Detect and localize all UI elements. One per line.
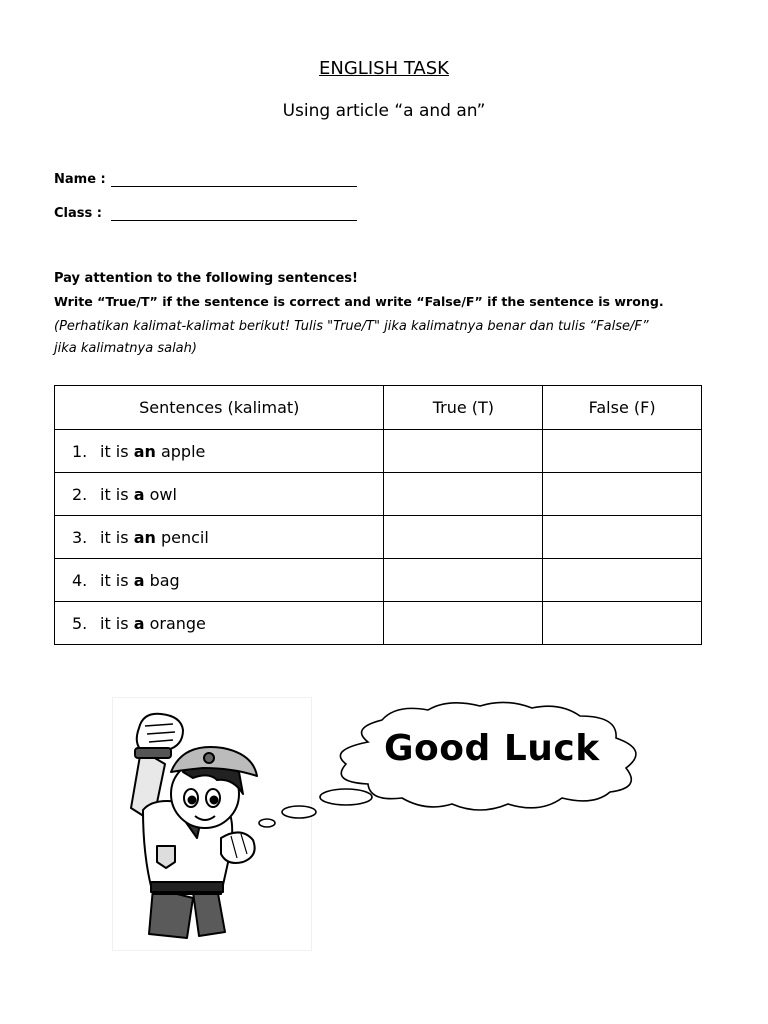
thought-dot-small (259, 819, 275, 827)
false-answer-cell[interactable] (543, 602, 702, 645)
sentence-cell (55, 559, 384, 602)
sentence-noun: apple (160, 441, 206, 461)
instruction-translation (54, 316, 714, 360)
sentence-start: it is (100, 527, 129, 547)
true-answer-cell[interactable] (384, 516, 543, 559)
sentence-cell (55, 516, 384, 559)
false-answer-cell[interactable] (543, 473, 702, 516)
thought-dot-medium (282, 806, 316, 818)
table-header-row (55, 386, 702, 430)
true-answer-cell[interactable] (384, 430, 543, 473)
false-answer-cell[interactable] (543, 559, 702, 602)
class-label: Class : (54, 206, 102, 221)
thought-dot-large (320, 789, 372, 805)
name-field (54, 172, 106, 187)
page-title: ENGLISH TASK (319, 58, 449, 79)
page-subtitle: Using article “a and an” (282, 101, 486, 121)
table-row (55, 430, 702, 473)
sentence-article: an (133, 441, 156, 461)
sentence-article: a (133, 613, 145, 633)
sentence-cell (55, 473, 384, 516)
sentence-noun: pencil (160, 527, 209, 547)
table-row (55, 559, 702, 602)
sentence-cell (55, 602, 384, 645)
row-number: 4. (72, 570, 88, 590)
false-answer-cell[interactable] (543, 430, 702, 473)
table-row (55, 516, 702, 559)
header-sentences: Sentences (kalimat) (55, 386, 384, 430)
instruction-translation-line-1: (Perhatikan kalimat-kalimat berikut! Tulis "True/T" jika kalimatnya benar dan tulis “False/F” (54, 319, 649, 334)
row-number: 3. (72, 527, 88, 547)
name-label: Name : (54, 172, 106, 187)
table-row (55, 602, 702, 645)
sentence-start: it is (100, 441, 129, 461)
sentence-start: it is (100, 484, 129, 504)
sentence-article: a (133, 570, 145, 590)
class-field (54, 206, 102, 221)
sentence-start: it is (100, 570, 129, 590)
instruction-line-1: Pay attention to the following sentences! (54, 271, 358, 286)
instruction-line-2: Write “True/T” if the sentence is correct and write “False/F” if the sentence is wrong. (54, 294, 664, 309)
sentence-noun: bag (149, 570, 180, 590)
sentence-noun: owl (149, 484, 177, 504)
table-row (55, 473, 702, 516)
sentence-article: a (133, 484, 145, 504)
name-blank-line[interactable] (111, 186, 357, 187)
sentence-noun: orange (149, 613, 206, 633)
instruction-translation-line-2: jika kalimatnya salah) (54, 341, 197, 356)
sentence-start: it is (100, 613, 129, 633)
false-answer-cell[interactable] (543, 516, 702, 559)
sentence-article: an (133, 527, 156, 547)
row-number: 2. (72, 484, 88, 504)
row-number: 1. (72, 441, 88, 461)
row-number: 5. (72, 613, 88, 633)
header-true: True (T) (384, 386, 543, 430)
true-answer-cell[interactable] (384, 602, 543, 645)
true-answer-cell[interactable] (384, 473, 543, 516)
true-false-table (54, 385, 702, 645)
true-answer-cell[interactable] (384, 559, 543, 602)
good-luck-text: Good Luck (384, 728, 600, 769)
header-false: False (F) (543, 386, 702, 430)
class-blank-line[interactable] (111, 220, 357, 221)
sentence-cell (55, 430, 384, 473)
